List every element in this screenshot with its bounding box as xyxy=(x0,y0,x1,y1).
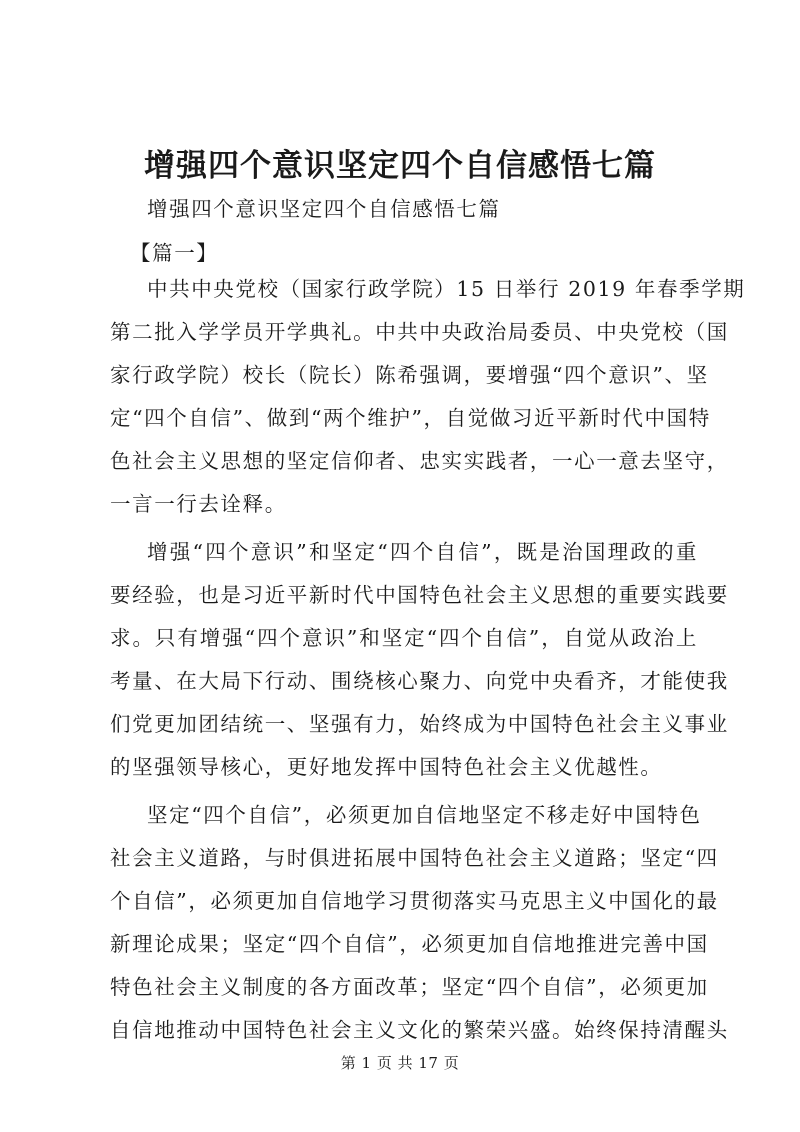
page-footer: 第 1 页 共 17 页 xyxy=(340,1054,460,1072)
paragraph-3-line-3: 个自信”，必须更加自信地学习贯彻落实马克思主义中国化的最 xyxy=(110,889,719,913)
paragraph-2-line-5: 们党更加团结统一、坚强有力，始终成为中国特色社会主义事业 xyxy=(110,712,729,736)
paragraph-2-line-1: 增强“四个意识”和坚定“四个自信”，既是治国理政的重 xyxy=(147,540,698,564)
paragraph-2-line-6: 的坚强领导核心，更好地发挥中国特色社会主义优越性。 xyxy=(110,755,663,779)
paragraph-2-line-2: 要经验，也是习近平新时代中国特色社会主义思想的重要实践要 xyxy=(110,583,729,607)
paragraph-3-line-4: 新理论成果；坚定“四个自信”，必须更加自信地推进完善中国 xyxy=(110,932,709,956)
paragraph-1-line-1: 中共中央党校（国家行政学院）15 日举行 2019 年春季学期 xyxy=(147,277,746,301)
paragraph-1-line-6: 一言一行去诠释。 xyxy=(110,492,287,516)
document-subtitle: 增强四个意识坚定四个自信感悟七篇 xyxy=(147,197,501,221)
document-title: 增强四个意识坚定四个自信感悟七篇 xyxy=(144,148,656,184)
paragraph-3-line-1: 坚定“四个自信”，必须更加自信地坚定不移走好中国特色 xyxy=(147,803,702,827)
paragraph-2-line-4: 考量、在大局下行动、围绕核心聚力、向党中央看齐，才能使我 xyxy=(110,669,729,693)
paragraph-2-line-3: 求。只有增强“四个意识”和坚定“四个自信”，自觉从政治上 xyxy=(110,626,698,650)
paragraph-3-line-6: 自信地推动中国特色社会主义文化的繁荣兴盛。始终保持清醒头 xyxy=(110,1018,729,1042)
paragraph-3-line-2: 社会主义道路，与时俱进拓展中国特色社会主义道路；坚定“四 xyxy=(110,846,719,870)
paragraph-1-line-3: 家行政学院）校长（院长）陈希强调，要增强“四个意识”、坚 xyxy=(110,363,709,387)
section-label: 【篇一】 xyxy=(130,241,219,265)
paragraph-3-line-5: 特色社会主义制度的各方面改革；坚定“四个自信”，必须更加 xyxy=(110,975,709,999)
paragraph-1-line-2: 第二批入学学员开学典礼。中共中央政治局委员、中央党校（国 xyxy=(110,320,729,344)
paragraph-1-line-5: 色社会主义思想的坚定信仰者、忠实实践者，一心一意去坚守， xyxy=(110,449,729,473)
paragraph-1-line-4: 定“四个自信”、做到“两个维护”，自觉做习近平新时代中国特 xyxy=(110,406,711,430)
